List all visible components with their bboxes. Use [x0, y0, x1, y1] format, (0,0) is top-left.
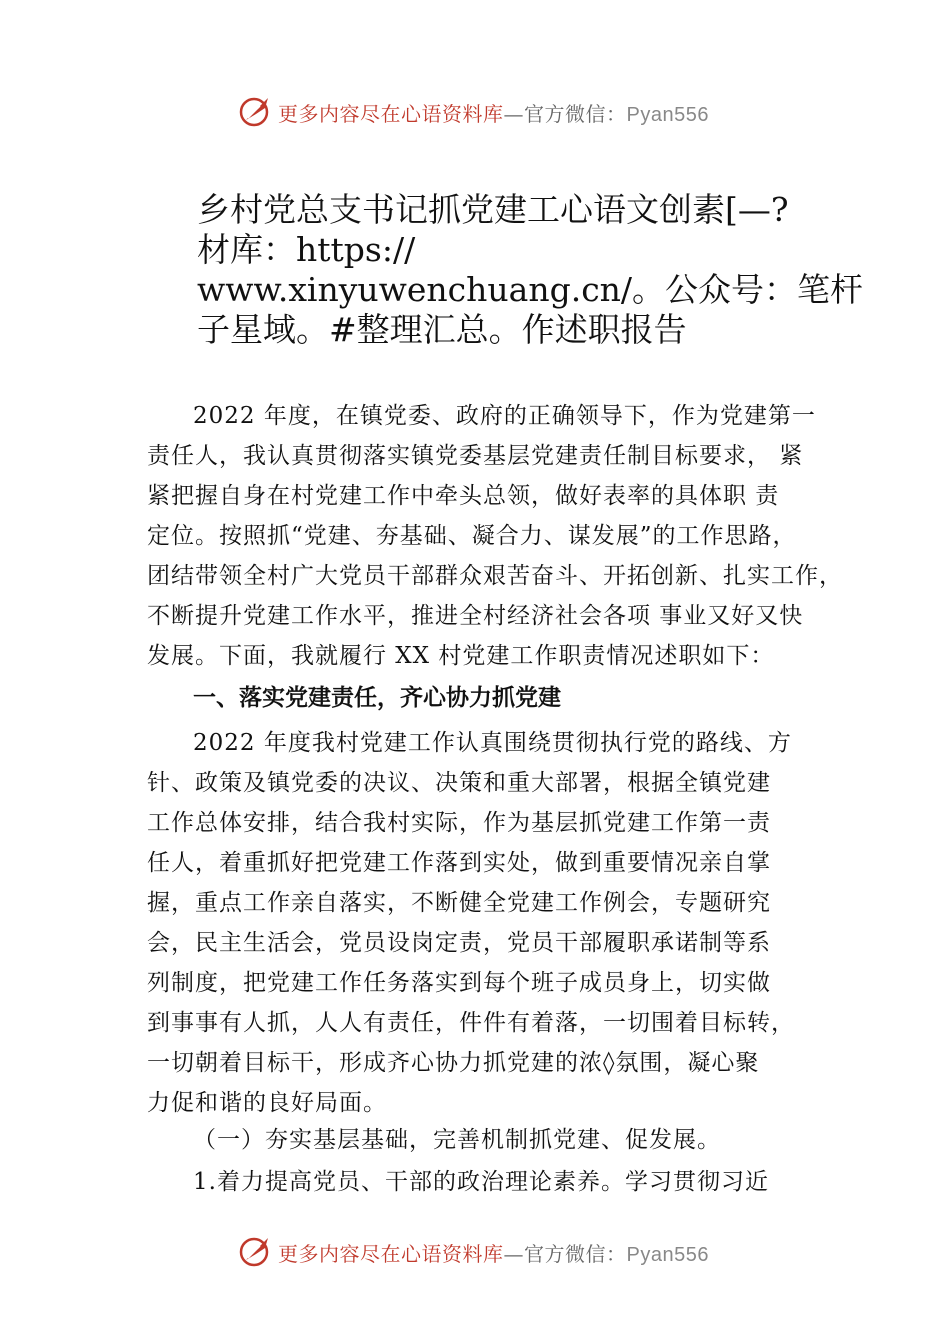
subsection-heading: [147, 1120, 721, 1160]
section1-paragraph: [147, 723, 795, 1123]
text-line: 发展。下面，我就履行 XX 村党建工作职责情况述职如下：: [147, 643, 775, 669]
text-line: 工作总体安排，结合我村实际，作为基层抓党建工作第一责: [147, 810, 771, 836]
banner-wechat-id: Pyan556: [626, 104, 709, 126]
document-title: [197, 190, 864, 350]
banner-red-text: 更多内容尽在心语资料库: [278, 102, 504, 126]
quill-logo-icon: [238, 94, 274, 128]
text-line: 2022 年度我村党建工作认真围绕贯彻执行党的路线、方: [193, 730, 792, 756]
banner-gray-text: 官方微信：: [524, 1242, 627, 1266]
banner-wechat-id: Pyan556: [626, 1244, 709, 1266]
banner-text: [278, 1238, 709, 1267]
text-line: 针、政策及镇党委的决议、决策和重大部署，根据全镇党建: [147, 770, 771, 796]
text-line: 会，民主生活会，党员设岗定责，党员干部履职承诺制等系: [147, 930, 771, 956]
banner-dash: —: [503, 102, 524, 126]
text-line: 一切朝着目标干，形成齐心协力抓党建的浓◊氛围，凝心聚: [147, 1050, 760, 1076]
text-line: 责任人，我认真贯彻落实镇党委基层党建责任制目标要求， 紧: [147, 443, 804, 469]
text-line: 1.着力提高党员、干部的政治理论素养。学习贯彻习近: [193, 1169, 769, 1195]
text-line: 列制度，把党建工作任务落实到每个班子成员身上，切实做: [147, 970, 771, 996]
banner-text: [278, 98, 709, 127]
list-item: [147, 1162, 769, 1202]
section-heading: 一、落实党建责任，齐心协力抓党建: [193, 685, 561, 711]
banner-gray-text: 官方微信：: [524, 102, 627, 126]
title-line: 材库：https://: [197, 230, 416, 269]
title-line: 乡村党总支书记抓党建工心语文创素[—?: [197, 190, 789, 229]
text-line: 紧把握自身在村党建工作中牵头总领，做好表率的具体职 责: [147, 483, 780, 509]
title-line: www.xinyuwenchuang.cn/。公众号：笔杆: [197, 270, 864, 309]
text-line: 不断提升党建工作水平，推进全村经济社会各项 事业又好又快: [147, 603, 804, 629]
quill-logo-icon: [238, 1234, 274, 1268]
text-line: 到事事有人抓，人人有责任，件件有着落，一切围着目标转，: [147, 1010, 795, 1036]
text-line: （一）夯实基层基础，完善机制抓党建、促发展。: [193, 1127, 721, 1153]
banner-dash: —: [503, 1242, 524, 1266]
text-line: 团结带领全村广大党员干部群众艰苦奋斗、开拓创新、扎实工作，: [147, 563, 843, 589]
title-line: 子星域。#整理汇总。作述职报告: [197, 310, 687, 349]
text-line: 力促和谐的良好局面。: [147, 1090, 387, 1116]
text-line: 2022 年度，在镇党委、政府的正确领导下，作为党建第一: [193, 403, 816, 429]
text-line: 任人，着重抓好把党建工作落到实处，做到重要情况亲自掌: [147, 850, 771, 876]
text-line: 握，重点工作亲自落实，不断健全党建工作例会，专题研究: [147, 890, 771, 916]
intro-paragraph: [147, 396, 843, 676]
footer-banner: [0, 1232, 950, 1272]
header-banner: [0, 92, 950, 132]
text-line: 定位。按照抓“党建、夯基础、凝合力、谋发展”的工作思路，: [147, 523, 797, 549]
banner-red-text: 更多内容尽在心语资料库: [278, 1242, 504, 1266]
